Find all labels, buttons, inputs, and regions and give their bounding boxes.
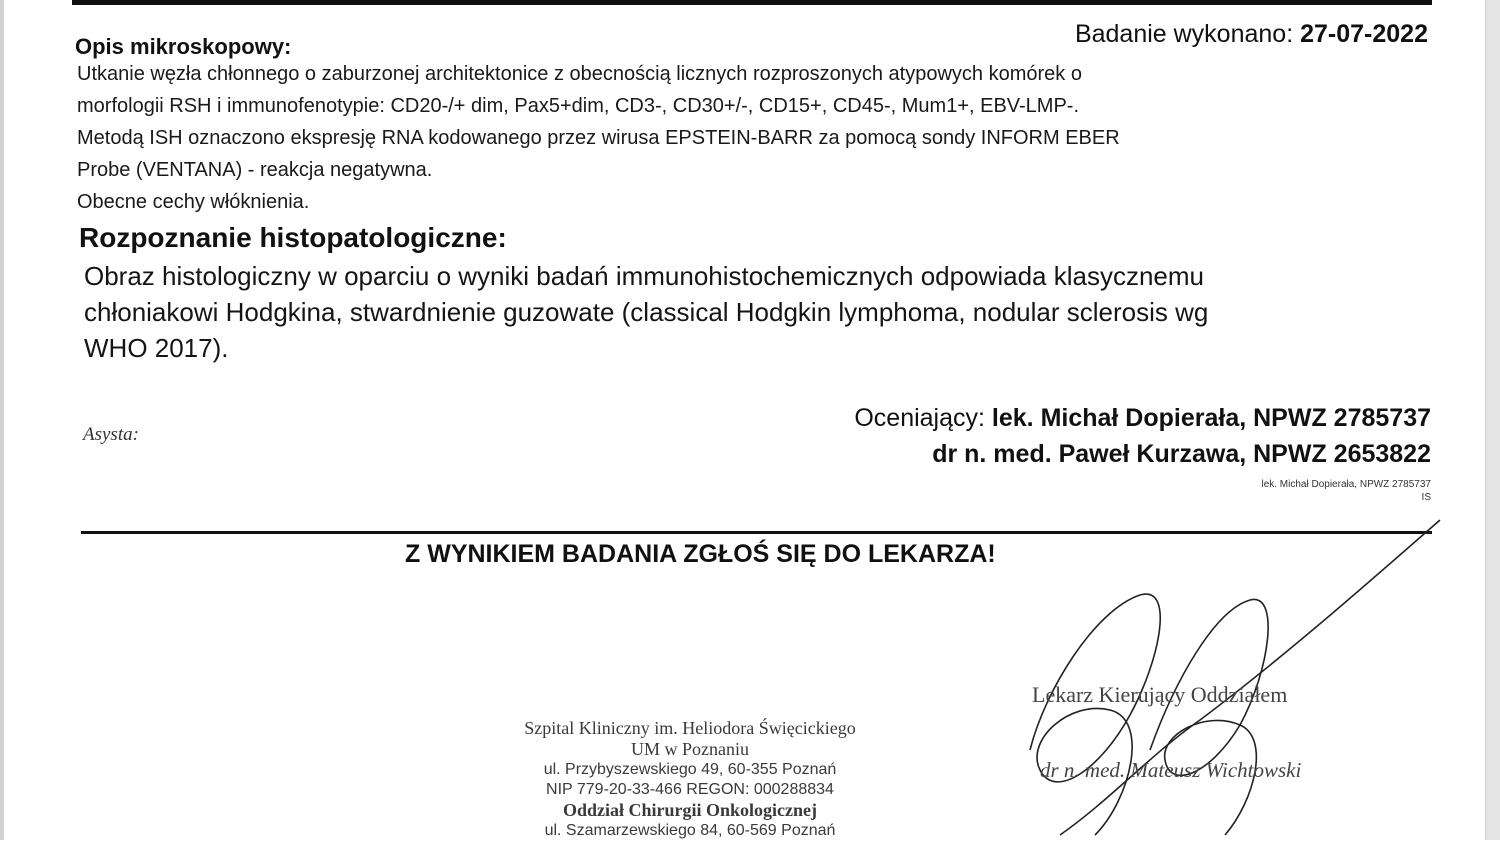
scan-left-edge bbox=[0, 0, 4, 840]
hospital-stamp-line: NIP 779-20-33-466 REGON: 000288834 bbox=[546, 781, 834, 798]
hospital-stamp-line: Szpital Kliniczny im. Heliodora Święcickiego bbox=[524, 718, 856, 738]
microscopic-line: Obecne cechy włóknienia. bbox=[77, 191, 310, 213]
handwritten-signature bbox=[1000, 500, 1460, 840]
evaluator-1: lek. Michał Dopierała, NPWZ 2785737 bbox=[991, 404, 1431, 432]
hospital-stamp-line: ul. Szamarzewskiego 84, 60-569 Poznań bbox=[544, 822, 836, 839]
microscopic-line: morfologii RSH i immunofenotypie: CD20-/+ dim, Pax5+dim, CD3-, CD30+/-, CD15+, CD45-, Mum1+, EBV-LMP-. bbox=[77, 95, 1080, 117]
exam-date-label: Badanie wykonano: bbox=[1074, 20, 1294, 48]
hospital-stamp-line: Oddział Chirurgii Onkologicznej bbox=[562, 800, 817, 820]
hospital-stamp-line: UM w Poznaniu bbox=[631, 739, 749, 759]
consult-doctor-notice: Z WYNIKIEM BADANIA ZGŁOŚ SIĘ DO LEKARZA! bbox=[405, 540, 996, 568]
top-rule bbox=[72, 0, 1432, 5]
microscopic-line: Utkanie węzła chłonnego o zaburzonej architektonice z obecnością licznych rozproszonych atypowych komórek o bbox=[77, 63, 1082, 85]
department-head-name: dr n. med. Mateusz Wichtowski bbox=[1040, 758, 1302, 782]
diagnosis-line: Obraz histologiczny w oparciu o wyniki badań immunohistochemicznych odpowiada klasycznemu bbox=[84, 261, 1204, 291]
asysta-label: Asysta: bbox=[83, 424, 139, 445]
evaluator-2: dr n. med. Paweł Kurzawa, NPWZ 2653822 bbox=[932, 440, 1431, 468]
diagnosis-line: chłoniakowi Hodgkina, stwardnienie guzowate (classical Hodgkin lymphoma, nodular sclerosis wg bbox=[84, 297, 1209, 327]
department-head-label: Lekarz Kierujący Oddziałem bbox=[1032, 682, 1288, 707]
evaluator-line bbox=[854, 404, 1431, 433]
exam-date-value: 27-07-2022 bbox=[1300, 20, 1428, 48]
scan-right-edge bbox=[1485, 0, 1500, 840]
microscopic-description bbox=[77, 58, 1120, 218]
microscopic-heading: Opis mikroskopowy: bbox=[75, 34, 292, 59]
electronic-signature-initials: IS bbox=[1421, 492, 1431, 503]
diagnosis-heading: Rozpoznanie histopatologiczne: bbox=[79, 222, 507, 253]
hospital-stamp-line: ul. Przybyszewskiego 49, 60-355 Poznań bbox=[543, 761, 837, 778]
microscopic-line: Probe (VENTANA) - reakcja negatywna. bbox=[77, 159, 433, 181]
diagnosis-line: WHO 2017). bbox=[84, 333, 229, 363]
diagnosis-text bbox=[84, 258, 1208, 366]
microscopic-line: Metodą ISH oznaczono ekspresję RNA kodowanego przez wirusa EPSTEIN-BARR za pomocą sondy INFORM EBER bbox=[77, 127, 1120, 149]
evaluator-label: Oceniający: bbox=[854, 404, 985, 432]
electronic-signature-line: lek. Michał Dopierała, NPWZ 2785737 bbox=[1261, 479, 1431, 490]
exam-date-line bbox=[1075, 20, 1428, 49]
hospital-stamp bbox=[470, 718, 910, 841]
